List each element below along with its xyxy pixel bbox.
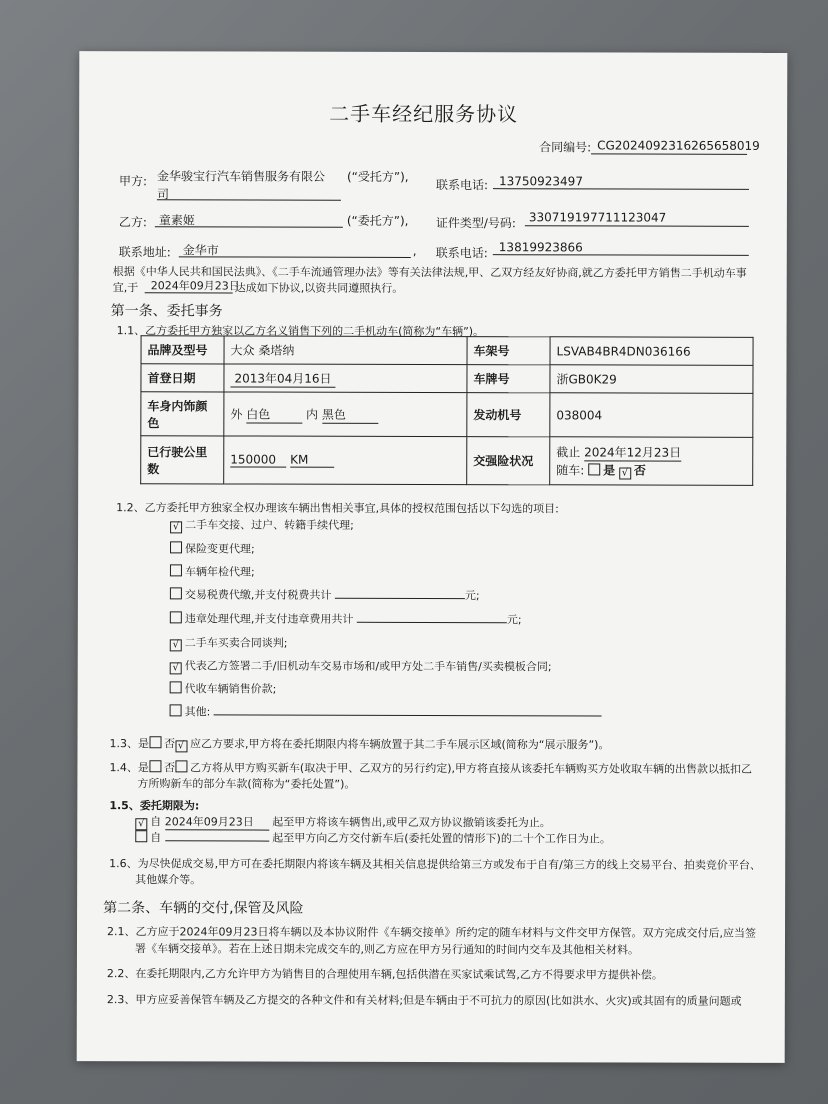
contract-no-label: 合同编号: [539,140,592,155]
c13-no-text: 否 [163,737,176,751]
party-b-id-no: 330719197711123047 [528,210,667,225]
auth-item-text: 二手车交接、过户、转籍手续代理; [185,518,354,532]
color-cell [224,392,467,437]
party-a-phone-label: 联系电话: [435,178,489,193]
c15-opt2-post: 起至甲方向乙方交付新车后(委托处置的情形下)的二十个工作日为止。 [272,831,611,846]
auth-item-text: 违章处理代理,并支付违章费用共计 [184,612,354,626]
preamble-line2-pre: 宜,于 [112,281,139,295]
clause-2-2: 2.2、在委托期限内,乙方允许甲方为销售目的合理使用车辆,包括供潜在买家试乘试驾,乙方不得要求甲方提供补偿。 [106,967,663,982]
follow-label: 随车: [556,462,585,477]
color-label-1: 车身内饰颜 [147,398,208,413]
preamble-line1: 根据《中华人民共和国民法典》、《二手车流通管理办法》等有关法律法规,甲、乙双方经友好协商,就乙方委托甲方销售二手机动车事 [112,265,747,280]
interior-prefix: 内 [306,407,319,422]
c13-yes-text: 1.3、是 [109,737,150,751]
auth-item-suffix: 元; [464,589,480,603]
auth-item-text: 交易税费代缴,并支付税费共计 [184,588,332,602]
reg-date-label: 首登日期 [141,364,224,392]
clause-1-6-line2: 其他媒介等。 [135,873,202,887]
party-b-id-label: 证件类型/号码: [435,216,516,231]
follow-yes-checkbox [588,463,600,475]
party-a-name-line2: 司 [156,187,169,202]
preamble-line2-post: 达成如下协议,以资共同遵照执行。 [234,281,404,295]
color-label-2: 色 [147,415,160,430]
violation-amount-blank [357,622,507,623]
party-a-label: 甲方: [118,174,148,189]
engine-label: 发动机号 [467,393,550,437]
auth-checkbox [170,681,182,693]
follow-yes-label: 是 [603,462,616,477]
mileage-unit: KM [290,453,334,468]
c15-opt2-pre: 自 [150,831,162,845]
color-label [141,392,224,436]
reg-date-value: 2013年04月16日 [230,369,335,387]
mileage-label [141,436,224,484]
auth-checkbox: √ [170,639,182,651]
brand-label: 品牌及型号 [141,336,224,364]
auth-checkbox [170,611,182,623]
follow-no-label: 否 [633,463,646,478]
mileage-label-2: 数 [147,461,160,476]
auth-checkbox [170,704,182,716]
party-b-phone-label: 联系电话: [435,246,488,261]
insurance-cell [550,437,753,486]
section2-heading: 第二条、车辆的交付,保管及风险 [103,900,304,917]
section1-heading: 第一条、委托事务 [110,303,223,320]
exterior-color: 白色 [246,405,302,423]
insurance-prefix: 截止 [556,444,581,459]
c14-text: 乙方将从甲方购买新车(取决于甲、乙双方的另行约定),甲方将直接从该委托车辆购买方处收取车辆的出售款以抵扣乙 [189,761,753,776]
clause-2-1-line2: 署《车辆交接单》。若在上述日期未完成交车的,则乙方应在甲方另行通知的时间内交车及其他相关材料。 [134,942,639,957]
c15-opt2-checkbox [135,830,147,842]
auth-checkbox [170,564,182,576]
party-b-label: 乙方: [118,215,147,230]
exterior-prefix: 外 [230,406,243,422]
mileage-cell [224,436,467,485]
party-b-name: 童素姬 [158,213,195,228]
c13-no-checkbox: √ [175,740,187,752]
auth-item [170,610,522,627]
vehicle-table [140,335,753,486]
auth-item [170,657,552,675]
clause-1-5-label: 1.5、委托期限为: [109,799,200,813]
c14-yes-text: 1.4、是 [109,761,149,775]
vin-value: LSVAB4BR4DN036166 [550,337,753,366]
party-b-addr-end: , [412,243,417,258]
auth-item [170,703,602,720]
party-a-name-line1: 金华骏宝行汽车销售服务有限公 [156,169,326,184]
c15-opt1-checkbox: √ [135,818,147,830]
party-b-addr: 金华市 [182,243,219,258]
c15-opt1-date: 2024年09月23日 [165,813,269,830]
clause-1-5-option2 [135,829,611,846]
auth-item-text: 车辆年检代理; [184,565,255,579]
auth-item [170,540,255,556]
preamble-date: 2024年09月23日 [150,279,240,293]
auth-item [170,516,354,533]
party-b-role: (“委托方”), [346,213,409,228]
clause-1-1: 1.1、乙方委托甲方独家以乙方名义销售下列的二手机动车(简称为“车辆”)。 [116,324,485,339]
party-a-role: (“受托方”), [346,169,409,184]
auth-checkbox [170,541,182,553]
other-blank [214,714,602,716]
reg-date-cell [224,364,467,393]
clause-2-3: 2.3、甲方应妥善保管车辆及乙方提交的各种文件和有关材料;但是车辆由于不可抗力的原因(比如洪水、火灾)或其固有的质量问题或 [106,993,742,1008]
insurance-label: 交强险状况 [467,437,550,485]
interior-color: 黑色 [322,405,378,423]
auth-item-text: 保险变更代理; [185,542,255,556]
follow-no-checkbox: √ [619,467,631,479]
party-a-phone: 13750923497 [498,174,583,189]
auth-checkbox: √ [170,521,182,533]
mileage-value: 150000 [230,452,286,467]
engine-value: 038004 [550,393,753,438]
brand-value: 大众 桑塔纳 [224,336,467,365]
c13-text: 应乙方要求,甲方将在委托期限内将车辆放置于其二手车展示区域(简称为“展示服务”)。 [189,737,610,752]
c21-pre: 2.1、乙方应于 [107,925,180,939]
auth-item-text: 代表乙方签署二手/旧机动车交易市场和/或甲方处二手车销售/买卖模板合同; [184,659,552,674]
contract-page [77,51,788,1063]
auth-item [170,586,480,603]
party-b-addr-label: 联系地址: [118,245,171,260]
auth-item [170,563,255,579]
c15-opt2-date-blank [165,840,269,841]
c21-post: 将车辆以及本协议附件《车辆交接单》所约定的随车材料与文件交甲方保管。双方完成交付后,应当签 [268,925,757,940]
clause-1-4 [109,759,752,777]
mileage-label-1: 已行驶公里 [147,444,208,459]
plate-label: 车牌号 [467,365,550,393]
c13-yes-checkbox [149,736,161,748]
auth-item-text: 代收车辆销售价款; [184,682,277,696]
plate-value: 浙GB0K29 [550,365,753,394]
party-b-phone: 13819923866 [498,240,583,255]
auth-item-text: 二手车买卖合同谈判; [184,636,288,650]
vin-label: 车架号 [467,337,550,365]
auth-item [170,680,277,696]
auth-item [170,634,288,651]
tax-amount-blank [335,598,465,599]
clause-1-2: 1.2、乙方委托甲方独家全权办理该车辆出售相关事宜,具体的授权范围包括以下勾选的项目: [116,501,559,516]
clause-2-1-line1 [107,923,756,942]
c21-date: 2024年09月23日 [179,925,269,939]
contract-no: CG202409231626565801​9 [597,138,760,153]
c15-opt1-pre: 自 [150,815,162,829]
auth-item-suffix: 元; [506,613,522,627]
c14-no-text: 否 [163,761,175,775]
auth-checkbox: √ [170,662,182,674]
c14-yes-checkbox [149,760,161,772]
clause-1-4-line2: 方所购新车的部分车款(简称为“委托处置”)。 [137,777,356,791]
c14-no-checkbox [175,760,187,772]
insurance-date: 2024年12月23日 [584,444,682,460]
c15-opt1-post: 起至甲方将该车辆售出,或甲乙双方协议撤销该委托为止。 [272,815,551,830]
clause-1-6-line1: 1.6、为尽快促成交易,甲方可在委托期限内将该车辆及其相关信息提供给第三方或发布于自有/第三方的线上交易平台、拍卖竞价平台、 [109,857,761,872]
document-title: 二手车经纪服务协议 [329,101,519,127]
auth-item-text: 其他: [184,705,211,719]
auth-checkbox [170,587,182,599]
clause-1-3 [109,735,609,753]
